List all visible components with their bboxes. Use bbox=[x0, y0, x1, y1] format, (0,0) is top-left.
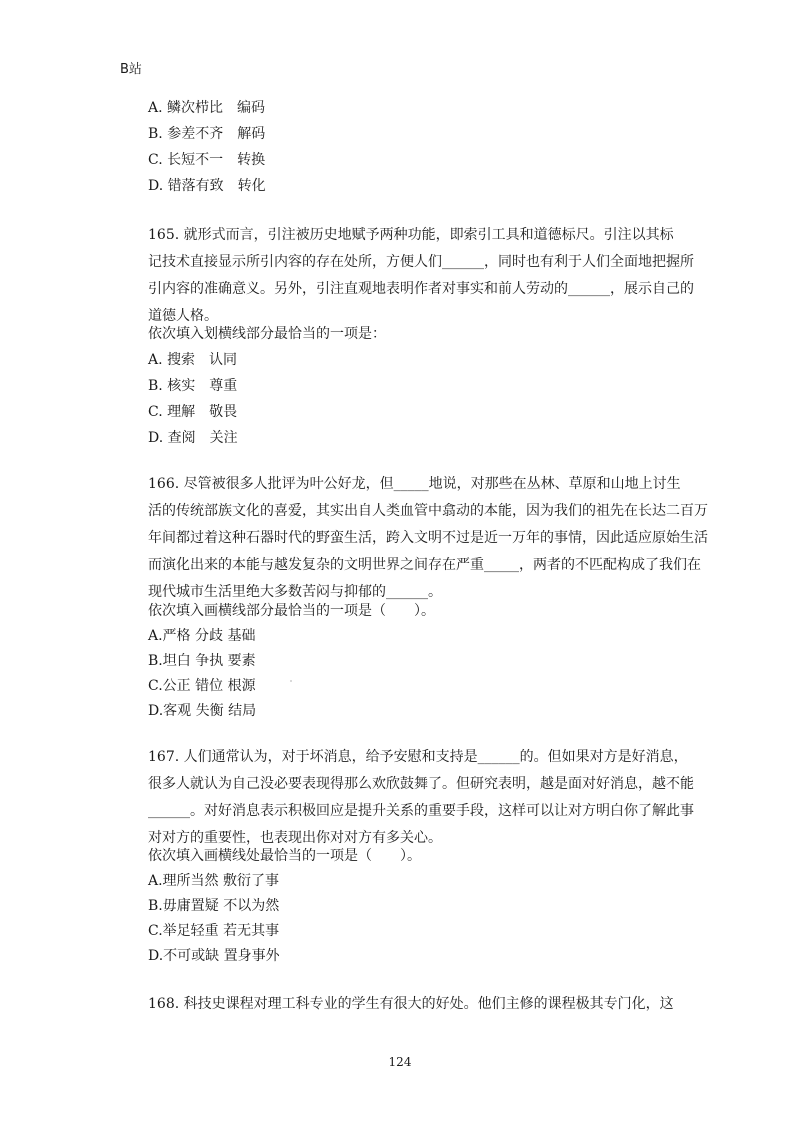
q165-line-1: 165. 就形式而言，引注被历史地赋予两种功能，即索引工具和道德标尺。引注以其标 bbox=[148, 227, 674, 243]
q166-line-4: 而演化出来的本能与越发复杂的文明世界之间存在严重_____，两者的不匹配构成了我们在 bbox=[148, 557, 701, 573]
q167-option-a: A.理所当然 敷衍了事 bbox=[148, 873, 280, 889]
q166-option-a: A.严格 分歧 基础 bbox=[148, 628, 256, 644]
q164-option-b: B. 参差不齐 解码 bbox=[148, 126, 266, 142]
q166-option-b: B.坦白 争执 要素 bbox=[148, 653, 256, 669]
scan-speck bbox=[290, 680, 292, 682]
q167-option-c: C.举足轻重 若无其事 bbox=[148, 923, 280, 939]
q167-line-3: ______。对好消息表示积极回应是提升关系的重要手段，这样可以让对方明白你了解此事 bbox=[148, 803, 694, 819]
q166-line-1: 166. 尽管被很多人批评为叶公好龙，但_____地说，对那些在丛林、草原和山地上讨生 bbox=[148, 476, 681, 492]
q166-line-3: 年间都过着这种石器时代的野蛮生活，跨入文明不过是近一万年的事情，因此适应原始生活 bbox=[148, 530, 708, 546]
q165-line-3: 引内容的准确意义。另外，引注直观地表明作者对事实和前人劳动的______，展示自己的 bbox=[148, 281, 694, 297]
q167-line-1: 167. 人们通常认为，对于坏消息，给予安慰和支持是______的。但如果对方是好消息， bbox=[148, 749, 688, 765]
q166-line-2: 活的传统部族文化的喜爱，其实出自人类血管中翕动的本能，因为我们的祖先在长达二百万 bbox=[148, 503, 708, 519]
q165-stem bbox=[148, 222, 694, 330]
q165-line-2: 记技术直接显示所引内容的存在处所，方便人们______，同时也有利于人们全面地把握所 bbox=[148, 254, 694, 270]
q165-option-c: C. 理解 敬畏 bbox=[148, 404, 238, 420]
q167-prompt: 依次填入画横线处最恰当的一项是（ ）。 bbox=[148, 848, 421, 864]
page-number: 124 bbox=[388, 1055, 412, 1069]
q166-prompt: 依次填入画横线部分最恰当的一项是（ ）。 bbox=[148, 603, 435, 619]
q167-line-2: 很多人就认为自己没必要表现得那么欢欣鼓舞了。但研究表明，越是面对好消息，越不能 bbox=[148, 776, 694, 792]
q164-option-d: D. 错落有致 转化 bbox=[148, 178, 266, 194]
q167-stem bbox=[148, 744, 694, 852]
q164-option-a: A. 鳞次栉比 编码 bbox=[148, 100, 266, 116]
q167-line-4: 对对方的重要性，也表现出你对对方有多关心。 bbox=[148, 830, 442, 846]
q167-option-b: B.毋庸置疑 不以为然 bbox=[148, 898, 280, 914]
q164-option-c: C. 长短不一 转换 bbox=[148, 152, 266, 168]
q166-stem bbox=[148, 471, 708, 606]
q165-line-4: 道德人格。 bbox=[148, 308, 218, 324]
q166-line-5: 现代城市生活里绝大多数苦闷与抑郁的______。 bbox=[148, 584, 442, 600]
q168-stem bbox=[148, 991, 688, 1018]
q165-option-d: D. 查阅 关注 bbox=[148, 430, 238, 446]
q166-option-c: C.公正 错位 根源 bbox=[148, 678, 256, 694]
page-header: B站 bbox=[120, 62, 142, 77]
q166-option-d: D.客观 失衡 结局 bbox=[148, 703, 257, 719]
q168-line-1: 168. 科技史课程对理工科专业的学生有很大的好处。他们主修的课程极其专门化，这 bbox=[148, 996, 674, 1012]
q167-option-d: D.不可或缺 置身事外 bbox=[148, 948, 280, 964]
q165-prompt: 依次填入划横线部分最恰当的一项是： bbox=[148, 326, 386, 342]
q165-option-b: B. 核实 尊重 bbox=[148, 378, 238, 394]
q165-option-a: A. 搜索 认同 bbox=[148, 352, 238, 368]
